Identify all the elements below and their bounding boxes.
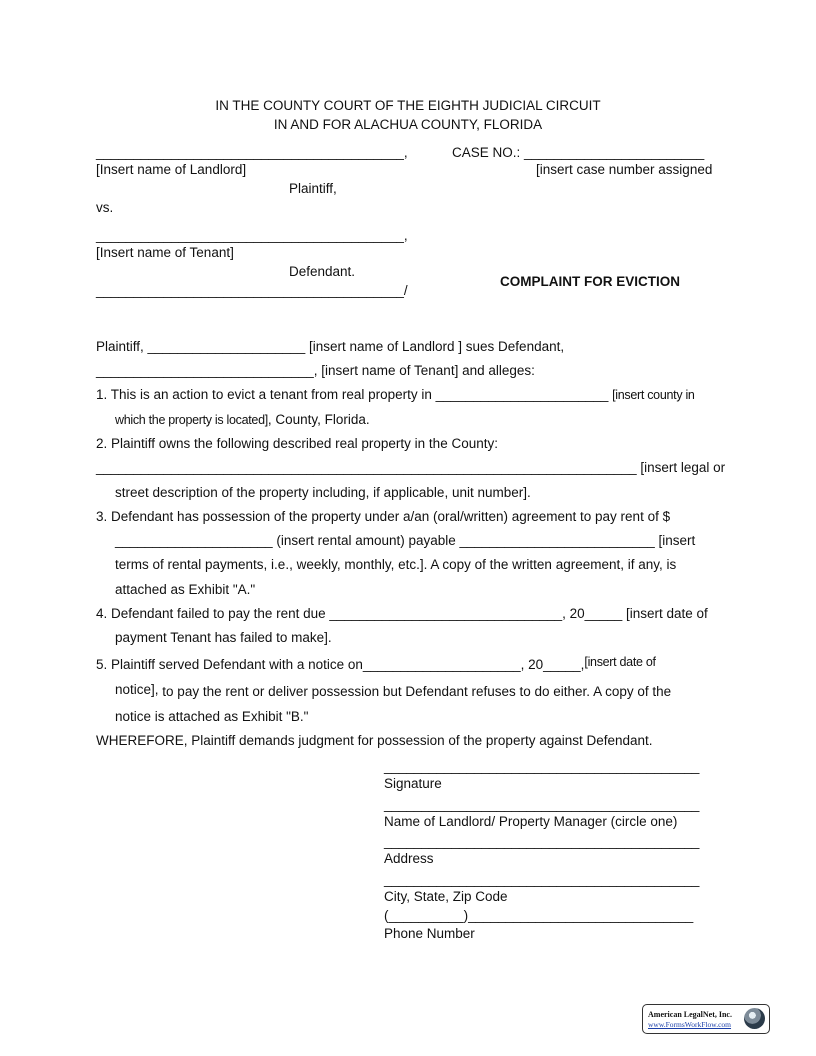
phone-number-label: Phone Number bbox=[384, 926, 475, 941]
paragraph-5-line2 bbox=[115, 684, 671, 700]
globe-icon bbox=[744, 1008, 765, 1029]
landlord-name-hint: [Insert name of Landlord] bbox=[96, 162, 247, 177]
paragraph-5-text: 5. Plaintiff served Defendant with a notice on_____________________, 20_____, bbox=[96, 657, 585, 672]
paragraph-3-line2: _____________________ (insert rental amount) payable __________________________ [insert bbox=[115, 533, 696, 548]
versus-label: vs. bbox=[96, 200, 114, 215]
paragraph-4-line1: 4. Defendant failed to pay the rent due _______________________________, 20_____ [insert date of bbox=[96, 606, 708, 621]
logo-website-link[interactable]: www.FormsWorkFlow.com bbox=[648, 1020, 732, 1029]
paragraph-5-line3: notice is attached as Exhibit "B." bbox=[115, 709, 309, 724]
tenant-name-hint: [Insert name of Tenant] bbox=[96, 245, 234, 260]
wherefore-clause: WHEREFORE, Plaintiff demands judgment for possession of the property against Defendant. bbox=[96, 733, 653, 748]
caption-closing-line: _________________________________________/ bbox=[96, 283, 408, 298]
paragraph-2-line2: ________________________________________________________________________ [insert legal or bbox=[96, 460, 726, 475]
signature-line: __________________________________________ bbox=[384, 759, 700, 774]
paragraph-1-hint: [insert county in bbox=[612, 388, 695, 402]
phone-number-line: (__________)______________________________ bbox=[384, 908, 694, 923]
paragraph-3-line1: 3. Defendant has possession of the property under a/an (oral/written) agreement to pay rent of $ bbox=[96, 509, 671, 524]
paragraph-1-line1 bbox=[96, 387, 695, 403]
landlord-name-line: _________________________________________, bbox=[96, 145, 408, 160]
case-number-hint: [insert case number assigned bbox=[536, 162, 713, 177]
paragraph-1-county-text: , County, Florida. bbox=[267, 412, 370, 427]
court-title-line2: IN AND FOR ALACHUA COUNTY, FLORIDA bbox=[273, 117, 543, 132]
signature-label: Signature bbox=[384, 776, 442, 791]
paragraph-2-line1: 2. Plaintiff owns the following described real property in the County: bbox=[96, 436, 498, 451]
city-state-zip-label: City, State, Zip Code bbox=[384, 889, 508, 904]
intro-line2: _____________________________, [insert name of Tenant] and alleges: bbox=[96, 363, 535, 378]
address-line: __________________________________________ bbox=[384, 834, 700, 849]
logo-company-name: American LegalNet, Inc. bbox=[648, 1010, 732, 1019]
paragraph-5-notice-text: to pay the rent or deliver possession but Defendant refuses to do either. A copy of the bbox=[162, 684, 672, 699]
case-number-field: CASE NO.: ________________________ bbox=[452, 145, 705, 160]
paragraph-1-county-hint: which the property is located] bbox=[115, 413, 268, 427]
paragraph-1-text: 1. This is an action to evict a tenant from real property in _______________________ bbox=[96, 387, 609, 402]
paragraph-5-hint: [insert date of bbox=[584, 655, 656, 669]
paragraph-2-line3: street description of the property including, if applicable, unit number]. bbox=[115, 485, 531, 500]
intro-line1: Plaintiff, _____________________ [insert name of Landlord ] sues Defendant, bbox=[96, 339, 565, 354]
paragraph-3-line3: terms of rental payments, i.e., weekly, monthly, etc.]. A copy of the written agreement, if any, is bbox=[115, 557, 677, 572]
paragraph-4-line2: payment Tenant has failed to make]. bbox=[115, 630, 332, 645]
paragraph-5-line1 bbox=[96, 657, 656, 673]
defendant-label: Defendant. bbox=[289, 264, 356, 279]
document-title: COMPLAINT FOR EVICTION bbox=[500, 274, 680, 289]
city-state-zip-line: __________________________________________ bbox=[384, 872, 700, 887]
paragraph-3-line4: attached as Exhibit "A." bbox=[115, 582, 256, 597]
plaintiff-label: Plaintiff, bbox=[289, 181, 337, 196]
tenant-name-line: _________________________________________, bbox=[96, 228, 408, 243]
paragraph-5-notice-hint: notice], bbox=[115, 682, 159, 697]
landlord-name-signature-line: __________________________________________ bbox=[384, 797, 700, 812]
landlord-name-signature-label: Name of Landlord/ Property Manager (circle one) bbox=[384, 814, 678, 829]
paragraph-1-line2 bbox=[115, 412, 370, 428]
court-title-line1: IN THE COUNTY COURT OF THE EIGHTH JUDICIAL CIRCUIT bbox=[215, 98, 601, 113]
address-label: Address bbox=[384, 851, 434, 866]
american-legalnet-logo[interactable] bbox=[642, 1004, 770, 1034]
